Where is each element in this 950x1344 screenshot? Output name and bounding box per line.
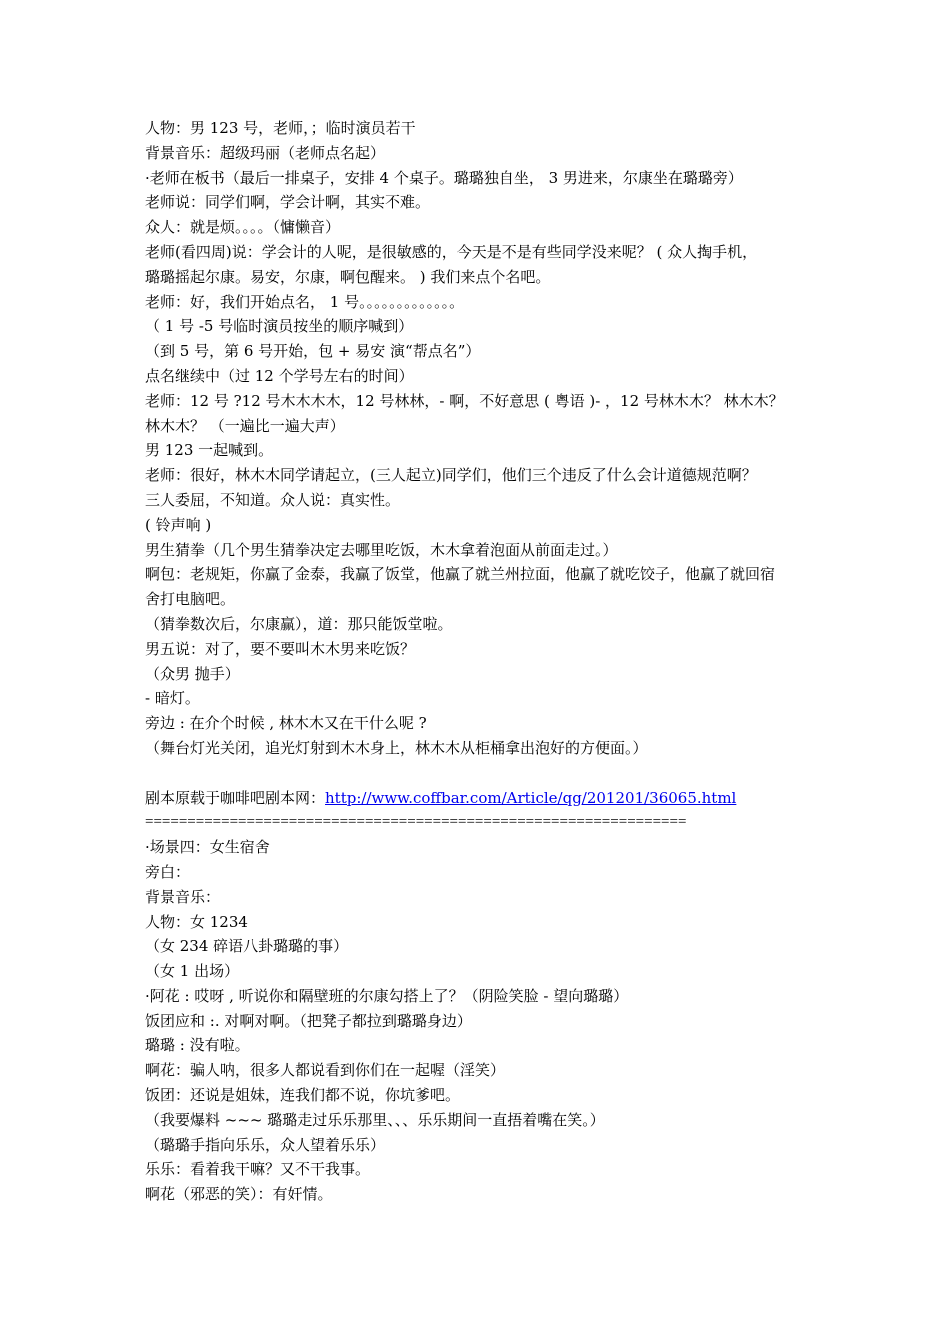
script-line: 饭团：还说是姐妹，连我们都不说，你坑爹吧。	[145, 1086, 461, 1105]
script-line: ·阿花 : 哎呀 , 听说你和隔壁班的尔康勾搭上了？（阴险笑脸 - 望向璐璐）	[145, 986, 629, 1005]
document-page	[145, 116, 815, 1207]
blank-line	[145, 761, 815, 786]
script-line: （到 5 号，第 6 号开始，包 + 易安 演“帮点名”）	[145, 342, 481, 361]
script-line: 男 123 一起喊到。	[145, 441, 274, 460]
script-line: 乐乐：看着我干嘛？又不干我事。	[145, 1160, 371, 1179]
script-line: ( 铃声响 )	[145, 515, 212, 534]
source-prefix: 剧本原载于咖啡吧剧本网：	[145, 788, 326, 807]
scene-four-section	[145, 835, 815, 1207]
source-credit	[145, 786, 815, 811]
script-line: （舞台灯光关闭，追光灯射到木木身上，林木木从柜桶拿出泡好的方便面。）	[145, 738, 648, 757]
script-line: 林木木？ （一遍比一遍大声）	[145, 416, 345, 435]
divider-line: ================================================================	[145, 814, 687, 831]
script-line: 人物：男 123 号，老师，；临时演员若干	[145, 119, 416, 137]
script-line: （猜拳数次后，尔康赢），道：那只能饭堂啦。	[145, 614, 453, 633]
script-line: 点名继续中（过 12 个学号左右的时间）	[145, 366, 414, 385]
script-line: 背景音乐：超级玛丽（老师点名起）	[145, 143, 386, 162]
script-line: （众男 抛手）	[145, 664, 240, 683]
script-line: 啊包：老规矩，你赢了金泰，我赢了饭堂，他赢了就兰州拉面，他赢了就吃饺子，他赢了就回宿	[145, 565, 776, 584]
script-line: 旁边 : 在介个时候 , 林木木又在干什么呢 ?	[145, 714, 427, 733]
script-line: 璐璐摇起尔康。易安，尔康，啊包醒来。 ) 我们来点个名吧。	[145, 267, 551, 286]
script-line: 舍打电脑吧。	[145, 590, 236, 609]
source-link[interactable]: http://www.coffbar.com/Article/qg/201201/36065.html	[325, 788, 737, 807]
script-line: （女 1 出场）	[145, 962, 240, 981]
script-line: 饭团应和 :. 对啊对啊。（把凳子都拉到璐璐身边）	[145, 1011, 472, 1030]
script-line: （璐璐手指向乐乐，众人望着乐乐）	[145, 1135, 386, 1154]
script-line: 众人：就是烦。。。。（慵懒音）	[145, 218, 341, 237]
scene-three-section	[145, 116, 815, 761]
script-line: 老师：好，我们开始点名， 1 号。。。。。。。。。。。。。	[145, 292, 465, 311]
script-line: 三人委屈，不知道。众人说：真实性。	[145, 490, 401, 509]
script-line: 旁白：	[145, 862, 191, 881]
script-line: 老师说：同学们啊，学会计啊，其实不难。	[145, 193, 431, 212]
script-line: 男五说：对了，要不要叫木木男来吃饭？	[145, 639, 416, 658]
script-line: 啊花（邪恶的笑）：有奸情。	[145, 1185, 333, 1204]
script-line: 老师：很好，林木木同学请起立，(三人起立)同学们，他们三个违反了什么会计道德规范啊？	[145, 466, 757, 485]
script-line: 男生猜拳（几个男生猜拳决定去哪里吃饭，木木拿着泡面从前面走过。）	[145, 540, 618, 559]
script-line: 璐璐 : 没有啦。	[145, 1036, 250, 1055]
script-line: （ 1 号 -5 号临时演员按坐的顺序喊到）	[145, 317, 414, 336]
script-line: 人物：女 1234	[145, 912, 248, 931]
script-line: 背景音乐：	[145, 887, 221, 906]
script-line: ·老师在板书（最后一排桌子，安排 4 个桌子。璐璐独自坐， 3 男进来，尔康坐在璐璐旁）	[145, 168, 743, 187]
script-line: （女 234 碎语八卦璐璐的事）	[145, 937, 349, 956]
script-line: 老师(看四周)说：学会计的人呢，是很敏感的，今天是不是有些同学没来呢？ ( 众人掏手机，	[145, 242, 758, 261]
script-line: 啊花：骗人呐，很多人都说看到你们在一起喔（淫笑）	[145, 1061, 506, 1080]
script-line: - 暗灯。	[145, 689, 200, 708]
script-line: 老师：12 号 ?12 号木木木木，12 号林林，- 啊，不好意思 ( 粤语 )- ，12 号林木木？ 林木木？	[145, 391, 784, 410]
script-line: （我要爆料 ~~~ 璐璐走过乐乐那里、、、乐乐期间一直捂着嘴在笑。）	[145, 1110, 605, 1129]
script-line: ·场景四：女生宿舍	[145, 838, 270, 857]
